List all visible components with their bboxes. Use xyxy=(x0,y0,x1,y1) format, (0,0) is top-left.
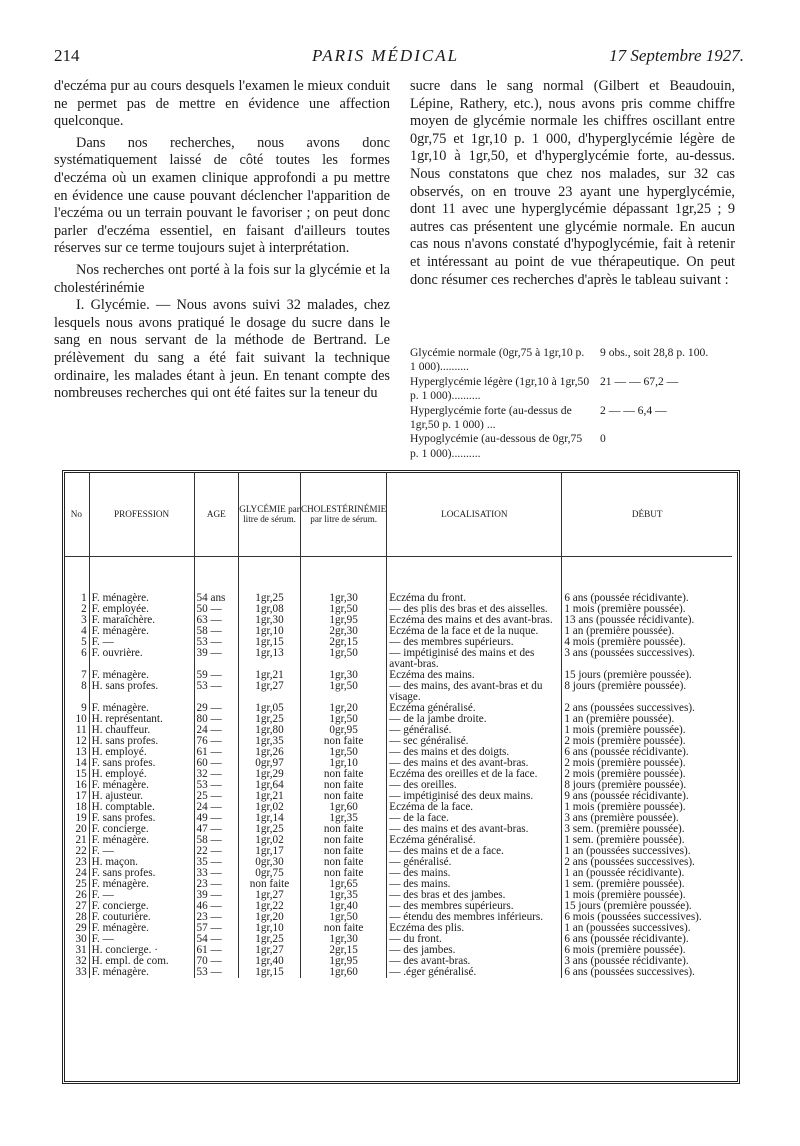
cell-localisation: — des jambes. xyxy=(387,945,562,956)
cell-profession: H. chauffeur. xyxy=(89,725,194,736)
cell-cholesterinemie: non faite xyxy=(301,868,387,879)
cell-localisation: Eczéma de la face. xyxy=(387,802,562,813)
summary-row xyxy=(410,404,740,433)
header-age: AGE xyxy=(194,472,239,557)
cell-no: 11 xyxy=(64,725,89,736)
cell-glycemie: 0gr,75 xyxy=(239,868,301,879)
cell-glycemie: 1gr,02 xyxy=(239,802,301,813)
cell-cholesterinemie: 1gr,95 xyxy=(301,615,387,626)
cell-age: 24 — xyxy=(194,725,239,736)
cell-glycemie: 1gr,27 xyxy=(239,945,301,956)
cell-profession: F. ouvrière. xyxy=(89,648,194,670)
cell-cholesterinemie: 1gr,50 xyxy=(301,648,387,670)
cell-no: 28 xyxy=(64,912,89,923)
cell-cholesterinemie: 1gr,40 xyxy=(301,901,387,912)
cell-glycemie: 1gr,80 xyxy=(239,725,301,736)
cell-profession: F. — xyxy=(89,890,194,901)
cell-localisation: — des plis des bras et des aisselles. xyxy=(387,604,562,615)
cell-cholesterinemie: 1gr,35 xyxy=(301,890,387,901)
cell-no: 12 xyxy=(64,736,89,747)
cell-localisation: — du front. xyxy=(387,934,562,945)
cell-age: 23 — xyxy=(194,912,239,923)
spacer-cell xyxy=(239,557,301,594)
cell-glycemie: 1gr,17 xyxy=(239,846,301,857)
cell-profession: H. concierge. · xyxy=(89,945,194,956)
cell-no: 3 xyxy=(64,615,89,626)
cell-debut: 3 ans (première poussée). xyxy=(564,812,679,824)
cell-age: 35 — xyxy=(194,857,239,868)
cell-debut: 15 jours (première poussée). xyxy=(564,900,692,912)
cell-profession: F. concierge. xyxy=(89,901,194,912)
cell-no: 14 xyxy=(64,758,89,769)
cell-localisation: — de la jambe droite. xyxy=(387,714,562,725)
cell-age: 61 — xyxy=(194,945,239,956)
cell-glycemie: 1gr,22 xyxy=(239,901,301,912)
cell-no: 4 xyxy=(64,626,89,637)
cell-glycemie: 1gr,25 xyxy=(239,824,301,835)
spacer-cell xyxy=(89,557,194,594)
cell-cholesterinemie: non faite xyxy=(301,791,387,802)
header-localisation: LOCALISATION xyxy=(387,472,562,557)
cell-profession: H. ajusteur. xyxy=(89,791,194,802)
cell-profession: F. ménagère. xyxy=(89,780,194,791)
cell-profession: F. concierge. xyxy=(89,824,194,835)
cell-age: 58 — xyxy=(194,835,239,846)
cell-profession: H. sans profes. xyxy=(89,736,194,747)
cell-localisation: — des mains, des avant-bras et du visage. xyxy=(387,681,562,703)
cell-glycemie: non faite xyxy=(239,879,301,890)
cell-no: 5 xyxy=(64,637,89,648)
cell-debut: 8 jours (première poussée). xyxy=(564,779,687,791)
cell-no: 19 xyxy=(64,813,89,824)
cell-localisation: Eczéma des oreilles et de la face. xyxy=(387,769,562,780)
cell-profession: H. empl. de com. xyxy=(89,956,194,967)
cell-localisation: — des mains. xyxy=(387,879,562,890)
cell-glycemie: 1gr,27 xyxy=(239,890,301,901)
cell-age: 53 — xyxy=(194,681,239,703)
cell-profession: H. sans profes. xyxy=(89,681,194,703)
cell-profession: F. ménagère. xyxy=(89,593,194,604)
cell-debut: 1 sem. (première poussée). xyxy=(564,834,685,846)
cell-cholesterinemie: 1gr,60 xyxy=(301,967,387,978)
cell-glycemie: 1gr,27 xyxy=(239,681,301,703)
cell-localisation: — des oreilles. xyxy=(387,780,562,791)
cell-age: 53 — xyxy=(194,637,239,648)
cell-localisation: — étendu des membres inférieurs. xyxy=(387,912,562,923)
cell-debut: 6 mois (première poussée). xyxy=(564,944,686,956)
cell-glycemie: 0gr,30 xyxy=(239,857,301,868)
spacer-cell xyxy=(562,557,732,594)
running-header xyxy=(54,46,744,70)
cell-cholesterinemie: 1gr,50 xyxy=(301,681,387,703)
table-row xyxy=(64,681,732,703)
cell-debut: 1 mois (première poussée). xyxy=(564,801,686,813)
cell-localisation: — des membres supérieurs. xyxy=(387,901,562,912)
header-debut: DÉBUT xyxy=(562,472,732,557)
summary-value: 0 xyxy=(600,432,606,446)
cell-age: 25 — xyxy=(194,791,239,802)
cell-glycemie: 0gr,97 xyxy=(239,758,301,769)
cell-cholesterinemie: 1gr,50 xyxy=(301,714,387,725)
cell-no: 6 xyxy=(64,648,89,670)
cell-no: 32 xyxy=(64,956,89,967)
cell-localisation: — de la face. xyxy=(387,813,562,824)
cell-localisation: — généralisé. xyxy=(387,857,562,868)
cell-debut: 15 jours (première poussée). xyxy=(564,669,692,681)
summary-value: 9 obs., soit 28,8 p. 100. xyxy=(600,346,709,359)
cell-debut: 6 ans (poussée récidivante). xyxy=(564,933,689,945)
cell-localisation: — des mains. xyxy=(387,868,562,879)
table-row xyxy=(64,967,732,978)
cell-profession: F. sans profes. xyxy=(89,758,194,769)
cell-debut: 3 ans (poussées successives). xyxy=(564,647,695,659)
table-body xyxy=(64,557,732,979)
cell-no: 25 xyxy=(64,879,89,890)
header-cholesterinemie: CHOLESTÉRINÉMIE par litre de sérum. xyxy=(301,472,387,557)
cell-cholesterinemie: non faite xyxy=(301,857,387,868)
cell-glycemie: 1gr,35 xyxy=(239,736,301,747)
page-number: 214 xyxy=(54,46,80,65)
header-no: No xyxy=(64,472,89,557)
cell-localisation: — des mains et des avant-bras. xyxy=(387,758,562,769)
cell-cholesterinemie: non faite xyxy=(301,824,387,835)
paragraph: Nos recherches ont porté à la fois sur la glycémie et la cholestérinémie xyxy=(54,261,390,296)
cell-cholesterinemie: 1gr,50 xyxy=(301,747,387,758)
cell-profession: F. ménagère. xyxy=(89,967,194,978)
cell-localisation: — .éger généralisé. xyxy=(387,967,562,978)
cell-glycemie: 1gr,15 xyxy=(239,637,301,648)
cell-debut: 1 an (première poussée). xyxy=(564,713,675,725)
cell-localisation: — des avant-bras. xyxy=(387,956,562,967)
summary-label: Hypoglycémie (au-dessous de 0gr,75 p. 1 000).......... xyxy=(410,432,583,460)
paragraph: d'eczéma pur au cours desquels l'examen le mieux conduit ne permet pas de mettre en évidence une affection quelconque. xyxy=(54,78,390,130)
cell-age: 60 — xyxy=(194,758,239,769)
cell-debut: 6 ans (poussée récidivante). xyxy=(564,592,689,604)
cell-profession: H. employé. xyxy=(89,747,194,758)
cell-no: 17 xyxy=(64,791,89,802)
cell-no: 10 xyxy=(64,714,89,725)
summary-row xyxy=(410,375,740,404)
cell-cholesterinemie: 2gr,30 xyxy=(301,626,387,637)
cell-age: 49 — xyxy=(194,813,239,824)
cell-no: 2 xyxy=(64,604,89,615)
cell-profession: F. — xyxy=(89,846,194,857)
summary-value: 2 — — 6,4 — xyxy=(600,403,667,417)
cell-debut: 6 ans (poussée récidivante). xyxy=(564,746,689,758)
cell-glycemie: 1gr,08 xyxy=(239,604,301,615)
spacer-cell xyxy=(387,557,562,594)
cell-glycemie: 1gr,26 xyxy=(239,747,301,758)
summary-row xyxy=(410,346,740,375)
cell-age: 46 — xyxy=(194,901,239,912)
cell-debut: 1 an (poussée récidivante). xyxy=(564,867,685,879)
cell-cholesterinemie: non faite xyxy=(301,736,387,747)
cell-debut: 6 ans (poussées successives). xyxy=(564,966,695,978)
cell-localisation: — des membres supérieurs. xyxy=(387,637,562,648)
cell-no: 20 xyxy=(64,824,89,835)
cell-localisation: Eczéma du front. xyxy=(387,593,562,604)
cell-age: 58 — xyxy=(194,626,239,637)
cell-profession: F. ménagère. xyxy=(89,835,194,846)
cell-cholesterinemie: non faite xyxy=(301,835,387,846)
cell-glycemie: 1gr,14 xyxy=(239,813,301,824)
cell-cholesterinemie: 1gr,30 xyxy=(301,593,387,604)
cell-age: 47 — xyxy=(194,824,239,835)
table-header-row xyxy=(64,472,732,557)
cell-debut: 1 an (poussées successives). xyxy=(564,922,691,934)
cell-profession: F. ménagère. xyxy=(89,923,194,934)
cell-no: 27 xyxy=(64,901,89,912)
cell-no: 13 xyxy=(64,747,89,758)
cell-age: 53 — xyxy=(194,780,239,791)
cell-cholesterinemie: 1gr,30 xyxy=(301,934,387,945)
cell-localisation: Eczéma des plis. xyxy=(387,923,562,934)
cell-no: 18 xyxy=(64,802,89,813)
cell-localisation: — des mains et des doigts. xyxy=(387,747,562,758)
header-glycemie: GLYCÉMIE par litre de sérum. xyxy=(239,472,301,557)
cell-debut: 1 mois (première poussée). xyxy=(564,724,686,736)
cell-debut: 2 ans (poussées successives). xyxy=(564,856,695,868)
cell-age: 70 — xyxy=(194,956,239,967)
cell-no: 30 xyxy=(64,934,89,945)
cell-localisation: Eczéma de la face et de la nuque. xyxy=(387,626,562,637)
cell-debut: 2 mois (première poussée). xyxy=(564,735,686,747)
cell-age: 29 — xyxy=(194,703,239,714)
header-profession: PROFESSION xyxy=(89,472,194,557)
cell-no: 33 xyxy=(64,967,89,978)
cell-glycemie: 1gr,21 xyxy=(239,791,301,802)
cell-debut: 6 mois (poussées successives). xyxy=(564,911,702,923)
cell-profession: F. ménagère. xyxy=(89,626,194,637)
cell-age: 61 — xyxy=(194,747,239,758)
summary-label: Hyperglycémie forte (au-dessus de 1gr,50 p. 1 000) ... xyxy=(410,403,572,432)
cell-localisation: — généralisé. xyxy=(387,725,562,736)
cell-localisation: Eczéma généralisé. xyxy=(387,703,562,714)
cell-age: 63 — xyxy=(194,615,239,626)
cell-glycemie: 1gr,25 xyxy=(239,714,301,725)
cell-cholesterinemie: non faite xyxy=(301,923,387,934)
cell-cholesterinemie: 1gr,30 xyxy=(301,670,387,681)
paragraph: Dans nos recherches, nous avons donc systématiquement laissé de côté toutes les formes d'eczéma où un examen clinique approfondi a pu mettre en évidence une cause pouvant déclencher l'apparition de l'eczéma ou un terrain pouvant le favoriser ; on peut donc parler d'eczéma essentiel, en faisant d'ailleurs toutes réserves sur ce terme toujours sujet à interprétation. xyxy=(54,134,390,257)
cell-glycemie: 1gr,02 xyxy=(239,835,301,846)
cell-no: 26 xyxy=(64,890,89,901)
cell-no: 8 xyxy=(64,681,89,703)
cell-no: 16 xyxy=(64,780,89,791)
cell-cholesterinemie: 1gr,20 xyxy=(301,703,387,714)
cell-cholesterinemie: 1gr,35 xyxy=(301,813,387,824)
cell-age: 59 — xyxy=(194,670,239,681)
cell-cholesterinemie: 1gr,10 xyxy=(301,758,387,769)
cell-cholesterinemie: non faite xyxy=(301,846,387,857)
cell-localisation: — des mains et des avant-bras. xyxy=(387,824,562,835)
cell-cholesterinemie: 1gr,95 xyxy=(301,956,387,967)
cell-debut: 1 sem. (première poussée). xyxy=(564,878,685,890)
cell-no: 1 xyxy=(64,593,89,604)
cell-profession: F. sans profes. xyxy=(89,813,194,824)
cell-glycemie: 1gr,20 xyxy=(239,912,301,923)
cell-cholesterinemie: 2gr,15 xyxy=(301,945,387,956)
patients-table xyxy=(64,472,732,978)
cell-debut: 2 mois (première poussée). xyxy=(564,757,686,769)
cell-debut: 3 sem. (première poussée). xyxy=(564,823,685,835)
cell-profession: H. employé. xyxy=(89,769,194,780)
cell-debut: 13 ans (poussée récidivante). xyxy=(564,614,695,626)
cell-age: 39 — xyxy=(194,890,239,901)
cell-no: 29 xyxy=(64,923,89,934)
cell-no: 24 xyxy=(64,868,89,879)
cell-age: 23 — xyxy=(194,879,239,890)
cell-no: 7 xyxy=(64,670,89,681)
cell-age: 39 — xyxy=(194,648,239,670)
right-text-column xyxy=(410,78,735,289)
cell-profession: F. couturière. xyxy=(89,912,194,923)
cell-profession: H. représentant. xyxy=(89,714,194,725)
cell-no: 9 xyxy=(64,703,89,714)
spacer-cell xyxy=(301,557,387,594)
summary-label: Hyperglycémie légère (1gr,10 à 1gr,50 p. 1 000).......... xyxy=(410,374,590,403)
cell-profession: F. employée. xyxy=(89,604,194,615)
cell-cholesterinemie: 0gr,95 xyxy=(301,725,387,736)
cell-glycemie: 1gr,10 xyxy=(239,923,301,934)
cell-age: 33 — xyxy=(194,868,239,879)
cell-profession: F. — xyxy=(89,934,194,945)
cell-cholesterinemie: 1gr,50 xyxy=(301,912,387,923)
cell-localisation: Eczéma généralisé. xyxy=(387,835,562,846)
cell-debut: 1 mois (première poussée). xyxy=(564,889,686,901)
cell-debut: 1 mois (première poussée). xyxy=(564,603,686,615)
cell-cholesterinemie: 1gr,50 xyxy=(301,604,387,615)
paragraph: sucre dans le sang normal (Gilbert et Beaudouin, Lépine, Rathery, etc.), nous avons pris comme chiffre moyen de glycémie normale les chiffres oscillant entre 0gr,75 et 1gr,10 p. 1 000, d'hyperglycémie légère de 1gr,10 à 1gr,50, et d'hyperglycémie forte, au-dessus. Nous constatons que chez nos malades, sur 32 cas observés, on en trouve 23 ayant une hyperglycémie, dont 11 avec une hyperglycémie dépassant 1gr,25 ; 9 autres cas présentent une glycémie normale. En aucun cas nous n'avons constaté d'hypoglycémie, fait à retenir et intéressant au point de vue thérapeutique. On peut donc résumer ces recherches d'après le tableau suivant : xyxy=(410,78,735,288)
cell-profession: H. maçon. xyxy=(89,857,194,868)
cell-localisation: — sec généralisé. xyxy=(387,736,562,747)
cell-no: 23 xyxy=(64,857,89,868)
cell-localisation: Eczéma des mains et des avant-bras. xyxy=(387,615,562,626)
journal-title: PARIS MÉDICAL xyxy=(312,46,460,65)
cell-glycemie: 1gr,40 xyxy=(239,956,301,967)
cell-debut: 3 ans (poussée récidivante). xyxy=(564,955,689,967)
left-text-column xyxy=(54,78,390,403)
cell-glycemie: 1gr,25 xyxy=(239,934,301,945)
paragraph: I. Glycémie. — Nous avons suivi 32 malades, chez lesquels nous avons pratiqué le dosage du sucre dans le sang en nous servant de la méthode de Bertrand. Le prélèvement du sang a été fait suivant la technique ordinaire, les malades étant à jeun. En tenant compte des nombreuses recherches qui ont été faites sur la teneur du xyxy=(54,297,390,402)
cell-glycemie: 1gr,21 xyxy=(239,670,301,681)
cell-no: 31 xyxy=(64,945,89,956)
cell-profession: F. sans profes. xyxy=(89,868,194,879)
cell-glycemie: 1gr,15 xyxy=(239,967,301,978)
summary-row xyxy=(410,432,740,461)
cell-profession: F. — xyxy=(89,637,194,648)
cell-debut: 4 mois (première poussée). xyxy=(564,636,686,648)
summary-label: Glycémie normale (0gr,75 à 1gr,10 p. 1 000).......... xyxy=(410,346,585,374)
cell-no: 22 xyxy=(64,846,89,857)
cell-cholesterinemie: 2gr,15 xyxy=(301,637,387,648)
cell-localisation: — impétiginisé des mains et des avant-bras. xyxy=(387,648,562,670)
table-row xyxy=(64,648,732,670)
cell-age: 54 — xyxy=(194,934,239,945)
cell-no: 21 xyxy=(64,835,89,846)
cell-cholesterinemie: 1gr,65 xyxy=(301,879,387,890)
cell-age: 24 — xyxy=(194,802,239,813)
cell-glycemie: 1gr,25 xyxy=(239,593,301,604)
glycemia-summary-table xyxy=(410,346,740,461)
cell-age: 53 — xyxy=(194,967,239,978)
cell-age: 76 — xyxy=(194,736,239,747)
cell-debut: 9 ans (poussée récidivante). xyxy=(564,790,689,802)
cell-glycemie: 1gr,13 xyxy=(239,648,301,670)
cell-age: 22 — xyxy=(194,846,239,857)
cell-debut: 2 mois (première poussée). xyxy=(564,768,686,780)
issue-date: 17 Septembre 1927. xyxy=(609,46,744,65)
cell-debut: 1 an (première poussée). xyxy=(564,625,675,637)
cell-cholesterinemie: non faite xyxy=(301,780,387,791)
cell-no: 15 xyxy=(64,769,89,780)
cell-cholesterinemie: non faite xyxy=(301,769,387,780)
cell-glycemie: 1gr,29 xyxy=(239,769,301,780)
cell-age: 50 — xyxy=(194,604,239,615)
cell-glycemie: 1gr,05 xyxy=(239,703,301,714)
cell-localisation: — impétiginisé des deux mains. xyxy=(387,791,562,802)
cell-debut: 8 jours (première poussée). xyxy=(564,680,687,692)
table-spacer-row xyxy=(64,557,732,594)
summary-value: 21 — — 67,2 — xyxy=(600,374,679,388)
cell-localisation: Eczéma des mains. xyxy=(387,670,562,681)
cell-age: 80 — xyxy=(194,714,239,725)
cell-localisation: — des mains et de a face. xyxy=(387,846,562,857)
spacer-cell xyxy=(64,557,89,594)
cell-profession: F. ménagère. xyxy=(89,879,194,890)
cell-glycemie: 1gr,10 xyxy=(239,626,301,637)
cell-profession: F. ménagère. xyxy=(89,703,194,714)
cell-age: 32 — xyxy=(194,769,239,780)
cell-debut: 1 an (poussées successives). xyxy=(564,845,691,857)
cell-glycemie: 1gr,30 xyxy=(239,615,301,626)
cell-cholesterinemie: 1gr,60 xyxy=(301,802,387,813)
spacer-cell xyxy=(194,557,239,594)
cell-age: 54 ans xyxy=(194,593,239,604)
cell-localisation: — des bras et des jambes. xyxy=(387,890,562,901)
cell-profession: H. comptable. xyxy=(89,802,194,813)
cell-profession: F. ménagère. xyxy=(89,670,194,681)
cell-debut: 2 ans (poussées successives). xyxy=(564,702,695,714)
cell-glycemie: 1gr,64 xyxy=(239,780,301,791)
cell-profession: F. maraîchère. xyxy=(89,615,194,626)
cell-age: 57 — xyxy=(194,923,239,934)
